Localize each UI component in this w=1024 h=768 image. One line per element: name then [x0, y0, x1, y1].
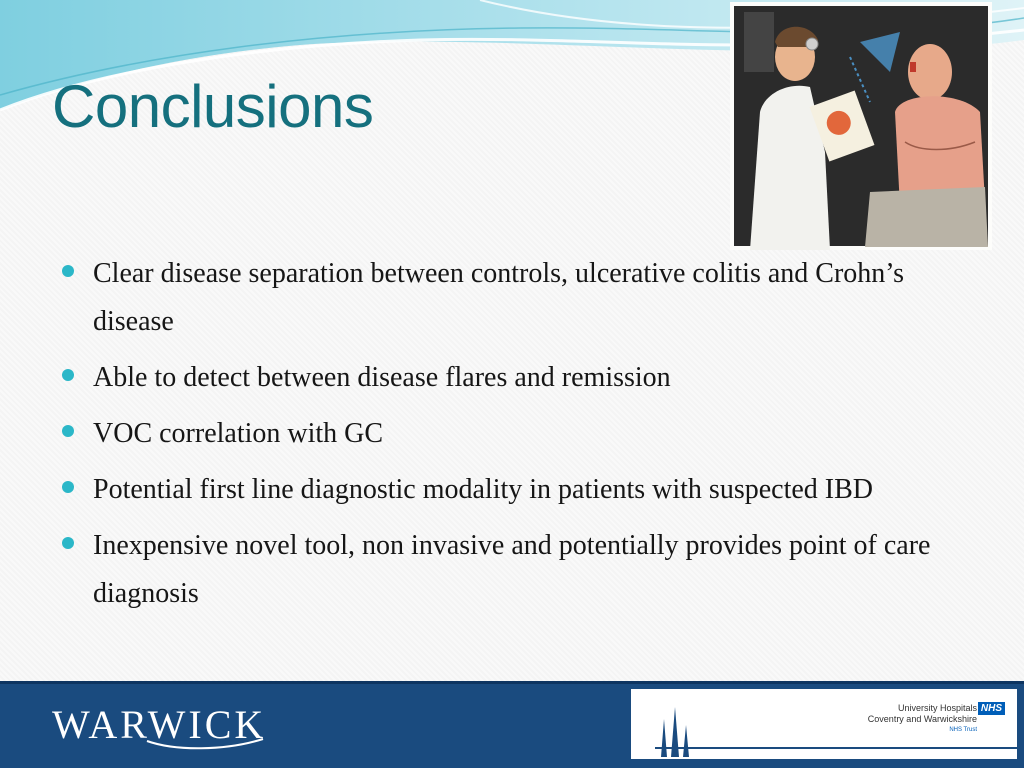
bullet-dot-icon	[62, 425, 74, 437]
bullet-text: Potential first line diagnostic modality in patients with suspected IBD	[93, 474, 873, 505]
bullet-text: Able to detect between disease flares and remission	[93, 362, 671, 393]
bullet-dot-icon	[62, 537, 74, 549]
bullet-item	[62, 354, 962, 402]
bullet-text: Clear disease separation between controls, ulcerative colitis and Crohn’s disease	[93, 258, 904, 337]
nhs-line1: University Hospitals	[897, 703, 977, 713]
footer-bar	[0, 681, 1024, 768]
bullet-dot-icon	[62, 369, 74, 381]
bullet-list	[62, 250, 962, 626]
bullet-dot-icon	[62, 481, 74, 493]
warwick-logo-swash	[145, 737, 265, 751]
doctor-patient-cartoon	[730, 2, 992, 250]
footer-stripe	[0, 681, 1024, 684]
nhs-line2: Coventry and Warwickshire	[867, 714, 977, 724]
bullet-item	[62, 522, 962, 618]
nhs-trust-name	[868, 703, 977, 736]
bullet-dot-icon	[62, 265, 74, 277]
nhs-divider-line	[655, 747, 1017, 749]
bullet-text: Inexpensive novel tool, non invasive and potentially provides point of care diagnosis	[93, 530, 931, 609]
warwick-logo: WARWICK	[52, 702, 267, 747]
nhs-line3: NHS Trust	[949, 727, 977, 733]
nhs-trust-logo-panel	[631, 689, 1017, 759]
bullet-text: VOC correlation with GC	[93, 418, 384, 449]
slide-title: Conclusions	[52, 73, 374, 140]
bullet-item	[62, 250, 962, 346]
bullet-item	[62, 466, 962, 514]
nhs-badge: NHS	[978, 702, 1005, 715]
spires-icon	[655, 699, 695, 759]
bullet-item	[62, 410, 962, 458]
